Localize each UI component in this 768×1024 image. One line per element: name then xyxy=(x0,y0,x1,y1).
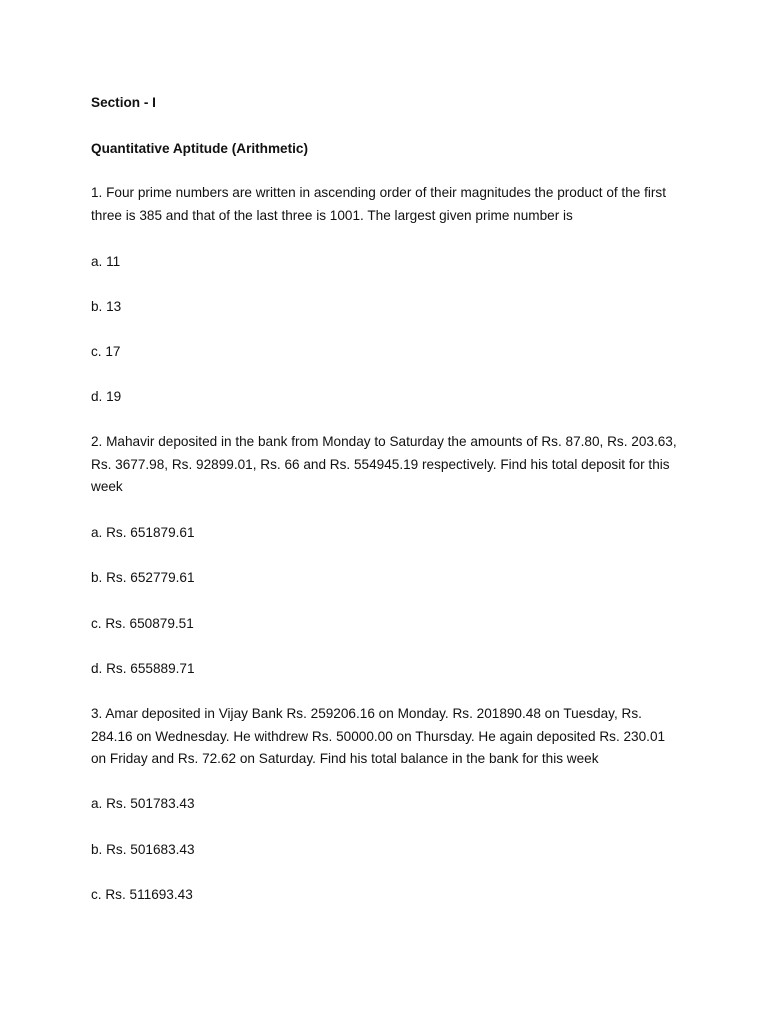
question-2-option-a: a. Rs. 651879.61 xyxy=(91,525,195,540)
question-2-option-d: d. Rs. 655889.71 xyxy=(91,661,195,676)
question-1-text: 1. Four prime numbers are written in ascending order of their magnitudes the product of the first three is 385 and that of the last three is 1001. The largest given prime number is xyxy=(91,185,666,223)
question-2-text: 2. Mahavir deposited in the bank from Monday to Saturday the amounts of Rs. 87.80, Rs. 203.63, Rs. 3677.98, Rs. 92899.01, Rs. 66 and Rs. 554945.19 respectively. Find his total deposit for this week xyxy=(91,434,677,495)
question-2-option-c: c. Rs. 650879.51 xyxy=(91,616,194,631)
question-1-option-a: a. 11 xyxy=(91,254,121,269)
question-1-option-c: c. 17 xyxy=(91,344,121,359)
question-1-option-b: b. 13 xyxy=(91,299,122,314)
question-1-option-d: d. 19 xyxy=(91,389,122,404)
section-heading: Section - I xyxy=(91,95,156,110)
question-3-option-c: c. Rs. 511693.43 xyxy=(91,887,193,902)
question-3-text: 3. Amar deposited in Vijay Bank Rs. 259206.16 on Monday. Rs. 201890.48 on Tuesday, Rs. 284.16 on Wednesday. He withdrew Rs. 50000.00 on Thursday. He again deposited Rs. 230.01 on Friday and Rs. 72.62 on Saturday. Find his total balance in the bank for this week xyxy=(91,706,666,767)
question-2-option-b: b. Rs. 652779.61 xyxy=(91,570,195,585)
question-3-option-a: a. Rs. 501783.43 xyxy=(91,796,195,811)
subject-heading: Quantitative Aptitude (Arithmetic) xyxy=(91,141,309,156)
question-3-option-b: b. Rs. 501683.43 xyxy=(91,842,195,857)
